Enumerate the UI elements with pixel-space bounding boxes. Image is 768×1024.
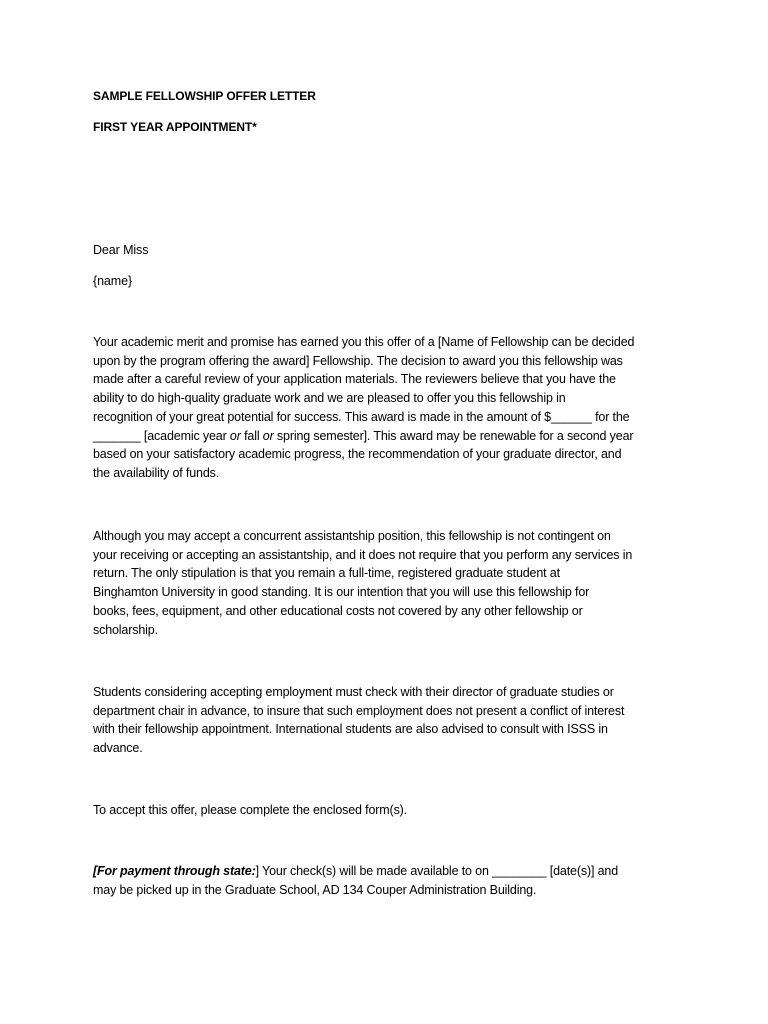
paragraph-assistantship [93, 527, 673, 639]
text-line: Although you may accept a concurrent assistantship position, this fellowship is not contingent on [93, 529, 611, 543]
text-line: books, fees, equipment, and other educational costs not covered by any other fellowship or [93, 603, 583, 618]
text-line: advance. [93, 741, 143, 756]
name-placeholder: {name} [93, 274, 133, 288]
text-line: return. The only stipulation is that you remain a full-time, registered graduate student at [93, 566, 560, 581]
italic-or: or [229, 428, 241, 443]
text-line: upon by the program offering the award] Fellowship. The decision to award you this fellowship was [93, 353, 623, 368]
text-line: recognition of your great potential for success. This award is made in the amount of $______ for the [93, 409, 630, 424]
text-line [93, 862, 673, 881]
paragraph-accept [93, 801, 673, 820]
paragraph-payment [93, 862, 673, 899]
text-line: Binghamton University in good standing. It is our intention that you will use this fellowship for [93, 585, 590, 600]
text-line: with their fellowship appointment. International students are also advised to consult with ISSS in [93, 722, 608, 737]
text-line: the availability of funds. [93, 465, 220, 480]
text-line: Students considering accepting employment must check with their director of graduate studies or [93, 685, 614, 699]
text-line: To accept this offer, please complete the enclosed form(s). [93, 803, 408, 817]
text-segment: ] Your check(s) will be made available to on ________ [date(s)] and [255, 864, 619, 878]
text-line: your receiving or accepting an assistantship, and it does not require that you perform any services in [93, 547, 633, 562]
text-line: ability to do high-quality graduate work and we are pleased to offer you this fellowship in [93, 391, 566, 406]
text-line: based on your satisfactory academic progress, the recommendation of your graduate director, and [93, 447, 622, 462]
text-line: may be picked up in the Graduate School, AD 134 Couper Administration Building. [93, 882, 537, 897]
text-segment: fall [240, 428, 263, 443]
text-line: made after a careful review of your application materials. The reviewers believe that you have the [93, 372, 616, 387]
italic-or: or [262, 428, 274, 443]
paragraph-employment [93, 683, 673, 758]
text-segment: spring semester]. This award may be renewable for a second year [273, 428, 634, 443]
text-line [93, 427, 673, 446]
letter-subtitle: FIRST YEAR APPOINTMENT* [93, 120, 257, 134]
payment-note: [For payment through state: [93, 864, 256, 878]
text-segment: _______ [academic year [93, 428, 230, 443]
text-line: scholarship. [93, 622, 158, 637]
salutation: Dear Miss [93, 243, 149, 257]
text-line: Your academic merit and promise has earned you this offer of a [Name of Fellowship can be decided [93, 335, 635, 349]
text-line: department chair in advance, to insure that such employment does not present a conflict of interest [93, 703, 625, 718]
paragraph-award [93, 333, 673, 483]
letter-title: SAMPLE FELLOWSHIP OFFER LETTER [93, 89, 316, 103]
